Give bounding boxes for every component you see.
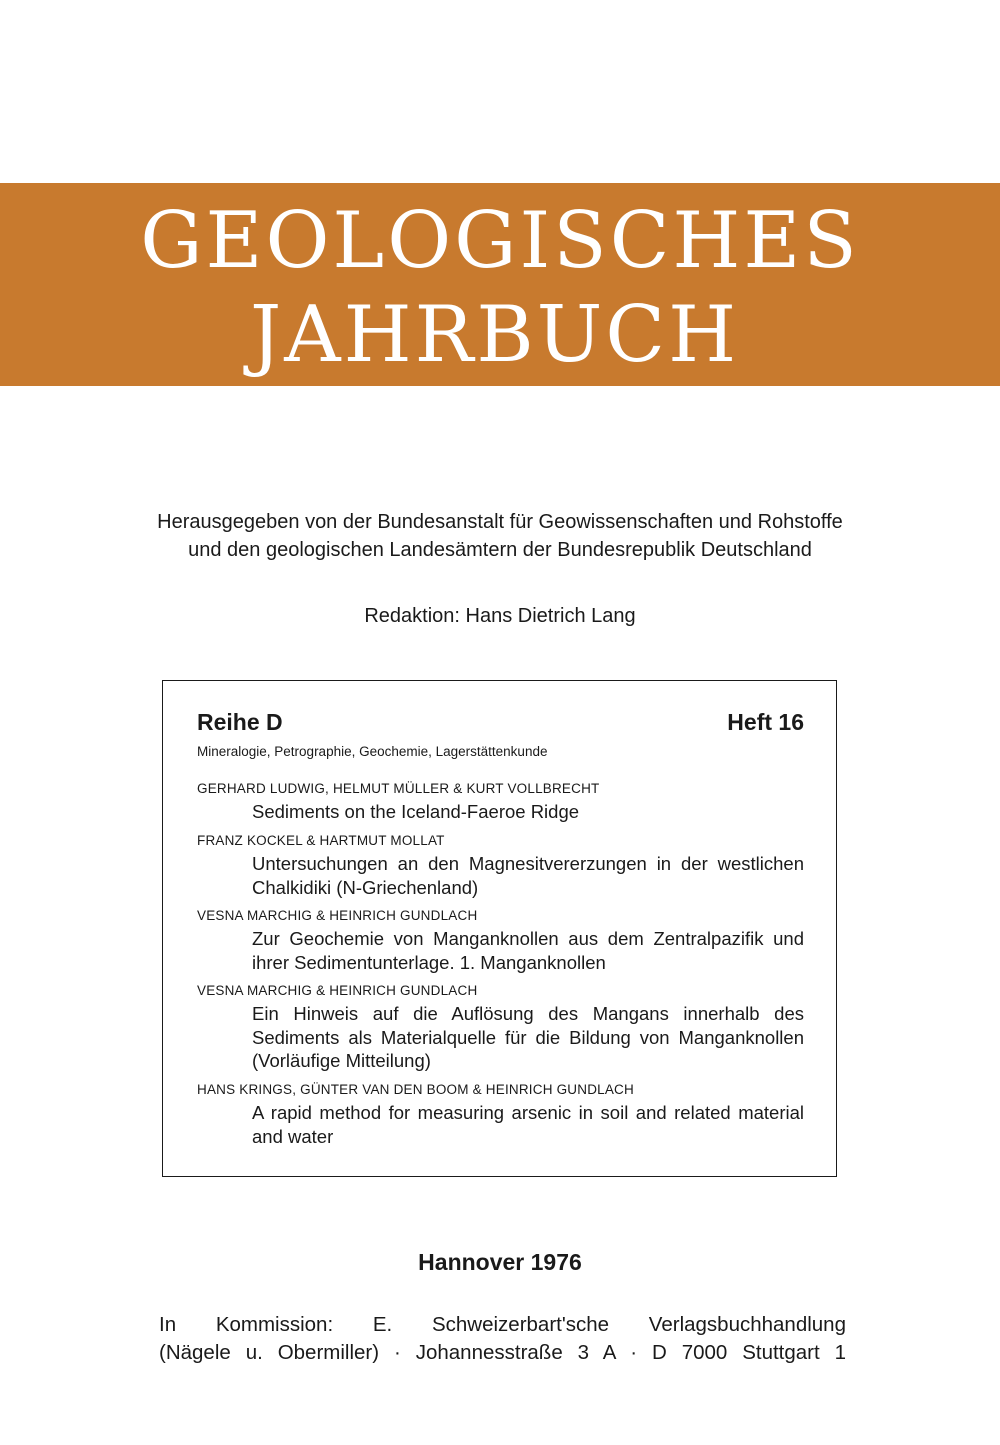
article-title: A rapid method for measuring arsenic in soil and related material and water [252, 1102, 804, 1147]
article-title: Zur Geochemie von Manganknollen aus dem Zentralpazifik und ihrer Sedimentunterlage. 1. Manganknollen [252, 928, 804, 973]
article-authors: FRANZ KOCKEL & HARTMUT MOLLAT [197, 833, 445, 848]
issue-label: Heft 16 [727, 709, 804, 735]
series-label: Reihe D [197, 709, 283, 735]
article-authors: GERHARD LUDWIG, HELMUT MÜLLER & KURT VOLLBRECHT [197, 781, 600, 796]
imprint-line-1: In Kommission: E. Schweizerbart'sche Verlagsbuchhandlung [159, 1313, 846, 1336]
journal-title-line-1: GEOLOGISCHES [140, 196, 860, 286]
editor-line: Redaktion: Hans Dietrich Lang [364, 605, 636, 627]
place-year: Hannover 1976 [418, 1249, 582, 1275]
publisher-statement: Herausgegeben von der Bundesanstalt für Geowissenschaften und Rohstoffe und den geologischen Landesämtern der Bundesrepublik Deutschland [157, 511, 843, 561]
article-authors: VESNA MARCHIG & HEINRICH GUNDLACH [197, 908, 478, 923]
article-authors: VESNA MARCHIG & HEINRICH GUNDLACH [197, 983, 478, 998]
imprint-line-2: (Nägele u. Obermiller) · Johannesstraße 3 A · D 7000 Stuttgart 1 [159, 1341, 846, 1364]
article-title: Untersuchungen an den Magnesitvererzungen in der westlichen Chalkidiki (N-Griechenland) [252, 853, 804, 898]
series-subtitle: Mineralogie, Petrographie, Geochemie, Lagerstättenkunde [197, 744, 548, 759]
article-authors: HANS KRINGS, GÜNTER VAN DEN BOOM & HEINRICH GUNDLACH [197, 1082, 634, 1097]
article-title: Sediments on the Iceland-Faeroe Ridge [252, 801, 580, 822]
article-title: Ein Hinweis auf die Auflösung des Mangans innerhalb des Sediments als Materialquelle für die Bildung von Manganknollen (Vorläufige Mitteilung) [252, 1003, 804, 1071]
journal-title-line-2: JAHRBUCH [250, 290, 740, 380]
